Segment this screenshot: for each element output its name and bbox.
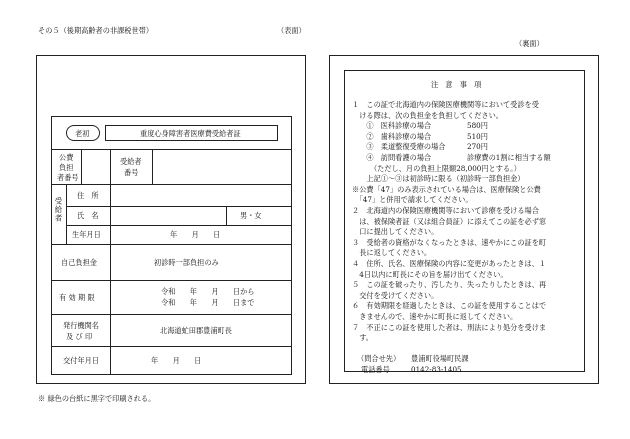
divider (51, 280, 292, 281)
birth-label: 生年月日 (72, 230, 101, 239)
note-line: きませんので、速やかに町長に返してください。 (352, 312, 518, 321)
issuer-label-2: 及 び 印 (66, 332, 93, 341)
note-line: 上記①～③は初診時に限る（初診時一部負担金） (352, 174, 525, 184)
note-line: １ この証で北海道内の保険医療機関等において受診を受 (352, 100, 539, 109)
note-line: 長に返してください。 (352, 248, 432, 258)
note-line: ２ 北海道内の保険医療機関等において診療を受ける場合 (352, 206, 539, 215)
validity-to: 令和 年 月 日まで (161, 298, 255, 307)
note-line: は、被保険者証（又は組合員証）に添えてこの証を必ず窓 (352, 216, 547, 226)
copay-label: 自己負担金 (61, 258, 97, 267)
divider (81, 149, 82, 184)
copay-value: 初診時一部負担のみ (154, 258, 219, 267)
divider (152, 149, 153, 184)
name-label: 氏 名 (77, 211, 99, 220)
payer-label-2: 負担 (59, 163, 74, 172)
note-line: （ただし、月の負担上限額28,000円とする。） (352, 163, 521, 173)
note-line: ① 医科診療の場合 580円 (352, 121, 488, 131)
birth-value: 年 月 日 (170, 230, 221, 239)
divider (66, 184, 67, 244)
issuer-label-1: 発行機関名 (63, 321, 99, 330)
back-header: （裏面） (515, 39, 544, 48)
note-line: す。 (352, 333, 373, 343)
back-title: 注 意 事 項 (431, 80, 482, 89)
recipient-no-label-2: 番号 (124, 168, 139, 177)
payer-label-3: 者番号 (57, 173, 79, 182)
note-line: ※公費「47」のみ表示されている場合は、医療保険と公費 (352, 184, 541, 194)
phone-value: 0142-83-1405 (411, 365, 462, 374)
phone-label: 電話番号 (361, 365, 390, 374)
note-line: 交付を受けてください。 (352, 290, 439, 300)
note-line: ３ 受給者の資格がなくなったときは、速やかにこの証を町 (352, 237, 547, 247)
note-line: ７ 不正にこの証を使用した者は、刑法により処分を受けま (352, 322, 547, 332)
contact-label: （問合せ先） (357, 354, 401, 363)
divider (51, 149, 292, 150)
divider (66, 206, 292, 207)
note-line: ５ この証を破ったり、汚したり、失ったりしたときは、再 (352, 280, 547, 290)
divider (110, 184, 111, 375)
note-line: ② 歯科診療の場合 510円 (352, 131, 488, 141)
note-line: ６ 有効期限を経過したときは、この証を使用することはで (352, 301, 547, 311)
divider (51, 244, 292, 245)
payer-label-1: 公費 (59, 153, 74, 162)
note-line: ける際は、次の負担金を負担してください。 (352, 110, 503, 120)
issue-date-label: 交付年月日 (63, 356, 99, 365)
front-header-left: その５（後期高齢者の非課税世帯） (38, 26, 154, 35)
validity-from: 令和 年 月 日から (161, 287, 255, 296)
contact-office: 豊浦町役場町民課 (411, 354, 469, 363)
note-line: 口に提出してください。 (352, 227, 439, 237)
issuer-value: 北海道虻田郡豊浦町長 (160, 326, 232, 335)
note-line: ４ 住所、氏名、医療保険の内容に変更があったときは、１ (352, 259, 546, 268)
validity-label: 有 効 期 限 (59, 293, 95, 302)
front-header-right: （表面） (277, 26, 306, 35)
divider (110, 149, 111, 184)
note-line: 4日以内に町長にその旨を届け出てください。 (352, 269, 508, 279)
divider (51, 184, 292, 185)
footnote: ※ 緑色の台紙に黒字で印刷される。 (38, 394, 156, 403)
divider (51, 346, 292, 347)
card-title: 重度心身障害者医療費受給者証 (140, 129, 241, 138)
note-line: 「47」と併用で請求してください。 (352, 195, 473, 205)
note-line: ④ 訪問看護の場合 診療費の1割に相当する額 (352, 153, 551, 162)
divider (51, 314, 292, 315)
divider (226, 206, 227, 225)
gender-field: 男・女 (240, 211, 262, 220)
badge-text: 老初 (75, 129, 90, 138)
divider (66, 225, 292, 226)
recipient-group-label: 受給者 (54, 197, 63, 223)
note-line: ③ 柔道整復受療の場合 270円 (352, 142, 488, 152)
issue-date-value: 年 月 日 (151, 356, 202, 365)
recipient-no-label-1: 受給者 (120, 157, 142, 166)
address-label: 住 所 (77, 191, 99, 200)
